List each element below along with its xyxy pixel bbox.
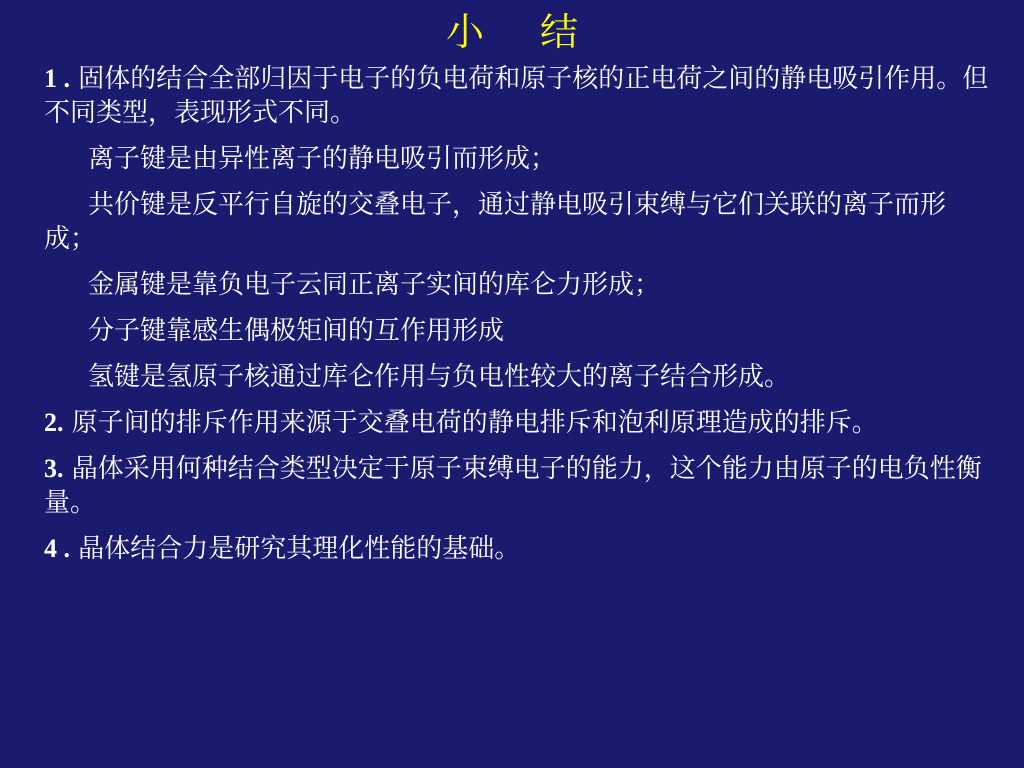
- slide-content: [44, 62, 994, 578]
- item-text: 原子间的排斥作用来源于交叠电荷的静电排斥和泡利原理造成的排斥。: [63, 408, 878, 438]
- item-text: 共价键是反平行自旋的交叠电子，通过静电吸引束缚与它们关联的离子而形成；: [44, 190, 947, 254]
- item-number: 1 .: [44, 64, 70, 93]
- slide-title: 小 结: [445, 10, 601, 54]
- item-text: 离子键是由异性离子的静电吸引而形成；: [88, 144, 557, 174]
- item-text: 晶体结合力是研究其理化性能的基础。: [70, 534, 521, 564]
- summary-subitem-metallic-bond: [44, 268, 994, 302]
- summary-subitem-ionic-bond: [44, 142, 994, 176]
- item-text: 分子键靠感生偶极矩间的互作用形成: [88, 316, 505, 346]
- item-text: 氢键是氢原子核通过库仑作用与负电性较大的离子结合形成。: [88, 362, 791, 392]
- item-text: 固体的结合全部归因于电子的负电荷和原子核的正电荷之间的静电吸引作用。但不同类型，表现形式不同。: [44, 64, 989, 128]
- item-text: 金属键是靠负电子云同正离子实间的库仑力形成；: [88, 270, 661, 300]
- item-number: 4 .: [44, 534, 70, 563]
- summary-item-2: [44, 406, 994, 440]
- item-text: 晶体采用何种结合类型决定于原子束缚电子的能力，这个能力由原子的电负性衡量。: [44, 454, 982, 518]
- summary-subitem-molecular-bond: [44, 314, 994, 348]
- item-number: 3.: [44, 454, 64, 483]
- summary-subitem-covalent-bond: [44, 188, 994, 256]
- summary-item-3: [44, 452, 994, 520]
- item-number: 2.: [44, 408, 64, 437]
- summary-item-4: [44, 532, 994, 566]
- summary-subitem-hydrogen-bond: [44, 360, 994, 394]
- summary-item-1: [44, 62, 994, 130]
